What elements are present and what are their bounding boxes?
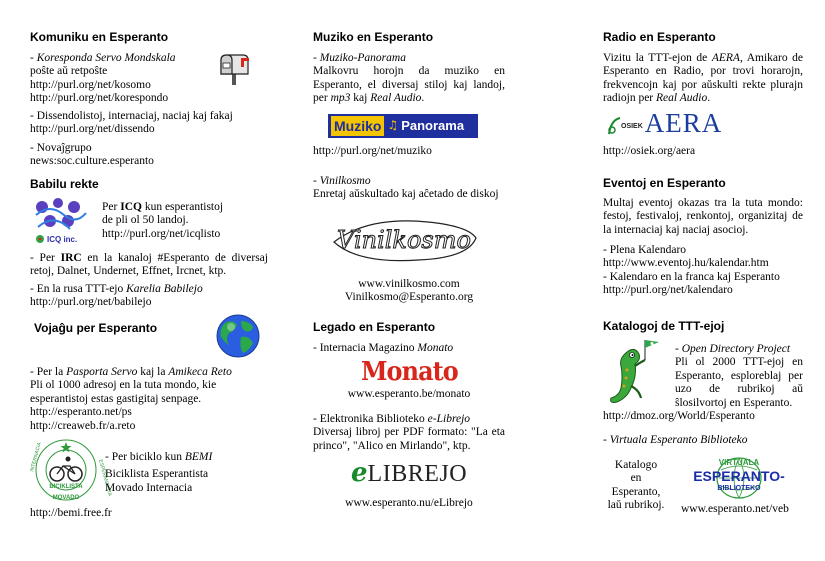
osiek-logo-text: OSIEK: [621, 122, 643, 130]
pasporta-servo-item: - Per la Pasporta Servo kaj la Amikeca Reto Pli ol 1000 adresoj en la tuta mondo, kie esperantistoj estas gastigitaj senpage. http://esperanto.net/ps http://creaweb.fr/a.reto: [30, 366, 270, 433]
veb-link[interactable]: www.esperanto.net/veb: [681, 503, 789, 515]
kosomo-link[interactable]: http://purl.org/net/kosomo: [30, 78, 151, 91]
monato-link[interactable]: www.esperanto.be/monato: [347, 388, 471, 400]
aera-link[interactable]: http://osiek.org/aera: [603, 145, 696, 157]
veb-logo: [685, 456, 793, 500]
aera-logo-text: AERA: [644, 108, 723, 138]
librejo-logo-e: e: [351, 458, 368, 488]
muziko-url: [313, 145, 505, 158]
bemi-logo-top: BICIKLISTA: [49, 484, 83, 490]
osiek-star-icon: [607, 116, 621, 136]
section-title-muziko: Muziko en Esperanto: [313, 30, 434, 44]
section-title-komuniku: Komuniku en Esperanto: [30, 30, 169, 44]
icq-logo-text: ICQ inc.: [47, 235, 78, 244]
globe-icon: [215, 313, 261, 359]
librejo-link[interactable]: www.esperanto.nu/eLibrejo: [345, 497, 473, 509]
novajgrupo-item: - Novaĵgrupo news:soc.culture.esperanto: [30, 142, 270, 169]
odp-item: - Open Directory Project Pli ol 2000 TTT-ejoj en Esperanto, esploreblaj per uzo de rubrikoj aŭ ŝlosilvortoj en Esperanto.: [675, 343, 803, 409]
bemi-item: - Per biciklo kun BEMI Biciklista Esperantista Movado Internacia: [105, 451, 213, 494]
dmoz-link[interactable]: http://dmoz.org/World/Esperanto: [603, 410, 755, 422]
newsgroup-link[interactable]: news:soc.culture.esperanto: [30, 155, 154, 168]
bemi-logo: [29, 438, 113, 502]
pasporta-servo-link[interactable]: http://esperanto.net/ps: [30, 406, 132, 419]
veb-description: Katalogo en Esperanto, laŭ rubrikoj.: [607, 459, 665, 512]
radio-text: Vizitu la TTT-ejon de AERA, Amikaro de Esperanto en Radio, por trovi horarojn, frekvencojn kaj por aŭskulti rekte plurajn radiojn per Real Audio.: [603, 52, 803, 105]
vinilkosmo-link[interactable]: www.vinilkosmo.com: [358, 278, 460, 290]
veb-logo-mid: ESPERANTO-: [693, 468, 785, 484]
icqlisto-link[interactable]: http://purl.org/net/icqlisto: [102, 227, 221, 240]
section-title-eventoj: Eventoj en Esperanto: [603, 176, 726, 190]
mailbox-icon: [217, 52, 251, 86]
bemi-logo-left: INTERNACIA: [29, 441, 43, 473]
monato-logo: [361, 358, 466, 386]
lizard-mascot-icon: [605, 336, 671, 406]
librejo-item: - Elektronika Biblioteko e-Librejo Diversaj libroj per PDF formato: "La eta princo", "Alico en Mirlando", ktp.: [313, 413, 505, 452]
kalendaro-link[interactable]: http://www.eventoj.hu/kalendar.htm: [603, 257, 769, 270]
veb-item: - Virtuala Esperanto Biblioteko: [603, 434, 748, 446]
veb-logo-top: VIRTUALA: [718, 458, 760, 467]
librejo-url: [313, 497, 505, 510]
section-title-legado: Legado en Esperanto: [313, 320, 436, 334]
eventoj-text: Multaj eventoj okazas tra la tuta mondo: festoj, festivaloj, renkontoj, organizitaj de la internaciaj kaj naciaj asocioj.: [603, 197, 803, 236]
korespondo-link[interactable]: http://purl.org/net/korespondo: [30, 92, 169, 105]
dissendo-link[interactable]: http://purl.org/net/dissendo: [30, 123, 155, 136]
vinilkosmo-logo-text: Vinilkosmo: [337, 226, 471, 254]
bemi-logo-bottom: MOVADO: [52, 495, 80, 501]
korespondo-item: - Koresponda Servo Mondskala poŝte aŭ retpoŝte http://purl.org/net/kosomo http://purl.org/net/korespondo: [30, 52, 230, 106]
vinilkosmo-contact: [313, 278, 505, 305]
icq-item: Per ICQ kun esperantistoj de pli ol 50 landoj. http://purl.org/net/icqlisto: [102, 201, 272, 241]
odp-url: [603, 410, 803, 423]
irc-item: - Per IRC en la kanaloj #Esperanto de diversaj retoj, Dalnet, Undernet, Effnet, Ircnet, ktp.: [30, 252, 268, 278]
vinilkosmo-email[interactable]: Vinilkosmo@Esperanto.org: [344, 291, 474, 304]
monato-url: [313, 388, 505, 401]
bemi-link[interactable]: http://bemi.free.fr: [30, 507, 112, 519]
muziko-logo-left: Muziko: [331, 116, 384, 136]
librejo-logo: [351, 459, 467, 488]
librejo-logo-text: LIBREJO: [367, 461, 468, 487]
kalendaro-franca-link[interactable]: http://purl.org/net/kalendaro: [603, 284, 733, 297]
bemi-url: [30, 507, 230, 520]
muziko-link[interactable]: http://purl.org/net/muziko: [313, 145, 432, 157]
koresponda-servo-name: Koresponda Servo Mondskala: [36, 52, 176, 64]
music-note-icon: ♫: [387, 118, 399, 133]
muziko-panorama-logo: [328, 114, 478, 138]
aera-logo: [607, 110, 722, 136]
dissendolistoj-item: - Dissendolistoj, internaciaj, naciaj kaj fakaj http://purl.org/net/dissendo: [30, 110, 270, 137]
muziko-logo-right: Panorama: [401, 118, 465, 134]
section-title-vojagu: Vojaĝu per Esperanto: [34, 321, 158, 335]
veb-logo-bottom: BIBLIOTEKO: [717, 485, 761, 492]
section-title-radio: Radio en Esperanto: [603, 30, 716, 44]
monato-item: - Internacia Magazino Monato: [313, 342, 454, 354]
aera-url: [603, 145, 803, 158]
eventoj-links: - Plena Kalendaro http://www.eventoj.hu/kalendar.htm - Kalendaro en la franca kaj Esperanto http://purl.org/net/kalendaro: [603, 244, 803, 298]
section-title-katalogoj: Katalogoj de TTT-ejoj: [603, 319, 725, 333]
muziko-panorama-item: - Muziko-Panorama Malkovru horojn da muziko en Esperanto, el diversaj stiloj kaj landoj, per mp3 kaj Real Audio.: [313, 52, 505, 105]
vinilkosmo-logo: [328, 212, 480, 266]
bemi-logo-right: ESPERANTISTA: [97, 458, 113, 497]
amikeca-reto-link[interactable]: http://creaweb.fr/a.reto: [30, 419, 136, 432]
icq-logo: [30, 195, 92, 247]
section-title-babilu: Babilu rekte: [30, 177, 99, 191]
veb-url: [681, 503, 803, 516]
babilejo-link[interactable]: http://purl.org/net/babilejo: [30, 296, 152, 309]
vinilkosmo-item: - Vinilkosmo Enretaj aŭskultado kaj aĉetado de diskoj: [313, 175, 499, 201]
babilejo-item: - En la rusa TTT-ejo Karelia Babilejo http://purl.org/net/babilejo: [30, 283, 270, 310]
monato-logo-text: Monato: [361, 357, 458, 387]
